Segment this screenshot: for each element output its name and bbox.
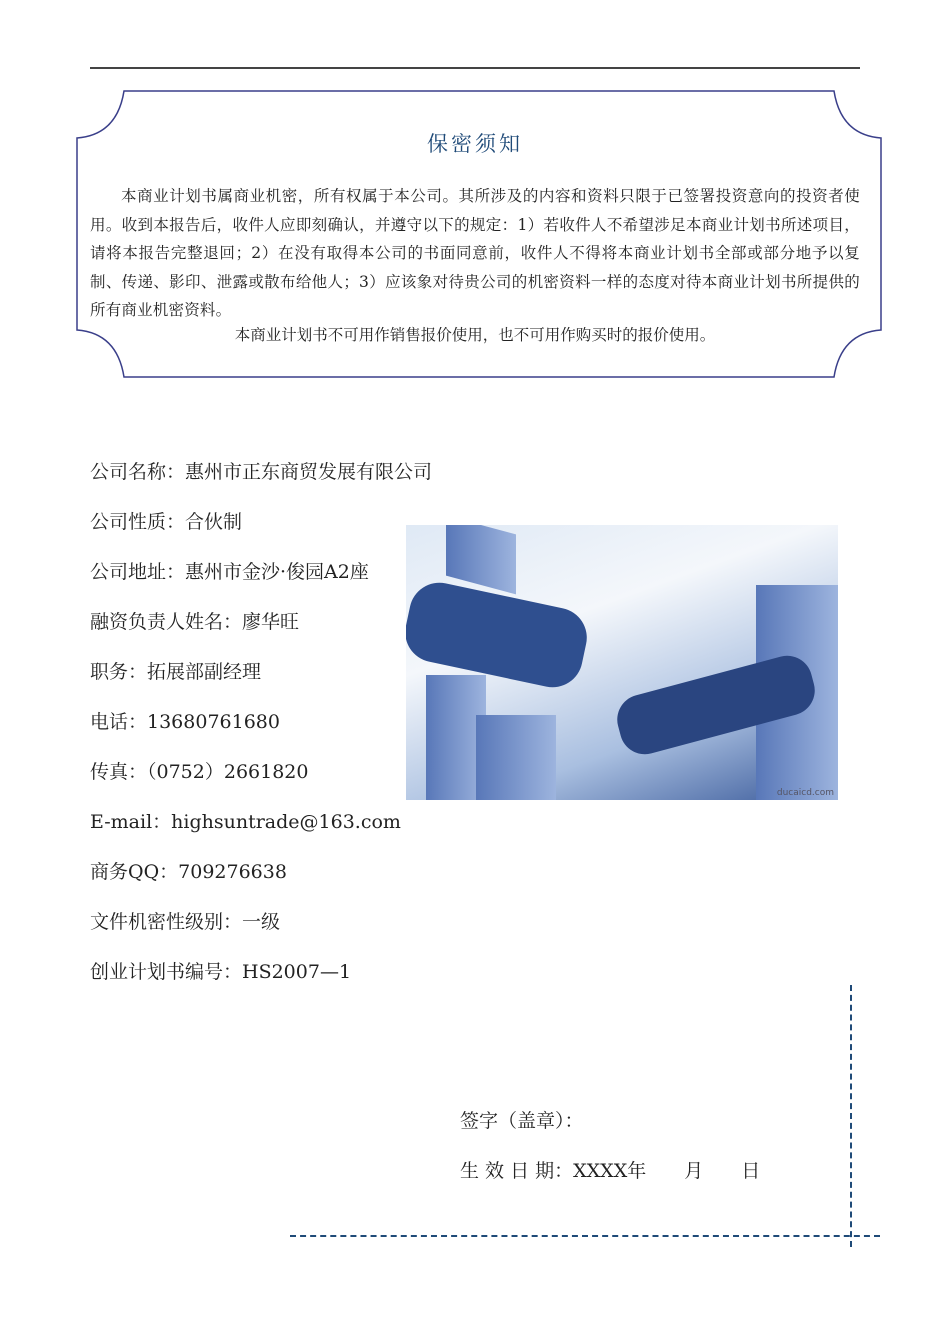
company-info-list: [90, 456, 432, 1006]
qq: 商务QQ：709276638: [90, 861, 287, 883]
effective-date-label: 生 效 日 期：XXXX年 月 日: [460, 1160, 761, 1182]
email: E-mail：highsuntrade@163.com: [90, 811, 401, 833]
notice-title: 保密须知: [427, 132, 523, 156]
header-rule: [90, 67, 860, 69]
vertical-dashed-border: [850, 985, 852, 1247]
phone: 电话：13680761680: [90, 711, 280, 733]
position: 职务：拓展部副经理: [90, 661, 262, 683]
company-type: 公司性质：合伙制: [90, 511, 243, 533]
financing-contact: 融资负责人姓名：廖华旺: [90, 611, 300, 633]
confidentiality-level: 文件机密性级别：一级: [90, 911, 281, 933]
fax: 传真：（0752）2661820: [90, 761, 309, 783]
photo-watermark: ducaicd.com: [776, 788, 834, 798]
horizontal-dashed-border: [290, 1235, 880, 1237]
company-address: 公司地址：惠州市金沙·俊园A2座: [90, 561, 369, 583]
plan-number: 创业计划书编号：HS2007—1: [90, 961, 352, 983]
company-name: 公司名称：惠州市正东商贸发展有限公司: [90, 461, 433, 483]
handshake-photo: [406, 525, 838, 800]
signature-label: 签字（盖章）：: [460, 1110, 584, 1132]
notice-body: 本商业计划书属商业机密，所有权属于本公司。其所涉及的内容和资料只限于已签署投资意向的投资者使用。收到本报告后，收件人应即刻确认，并遵守以下的规定：1）若收件人不希望涉足本商业计划书所述项目，请将本报告完整退回；2）在没有取得本公司的书面同意前，收件人不得将本商业计划书全部或部分地予以复制、传递、影印、泄露或散布给他人；3）应该象对待贵公司的机密资料一样的态度对待本商业计划书所提供的所有商业机密资料。: [90, 187, 860, 319]
notice-footer: 本商业计划书不可用作销售报价使用，也不可用作购买时的报价使用。: [234, 326, 716, 344]
